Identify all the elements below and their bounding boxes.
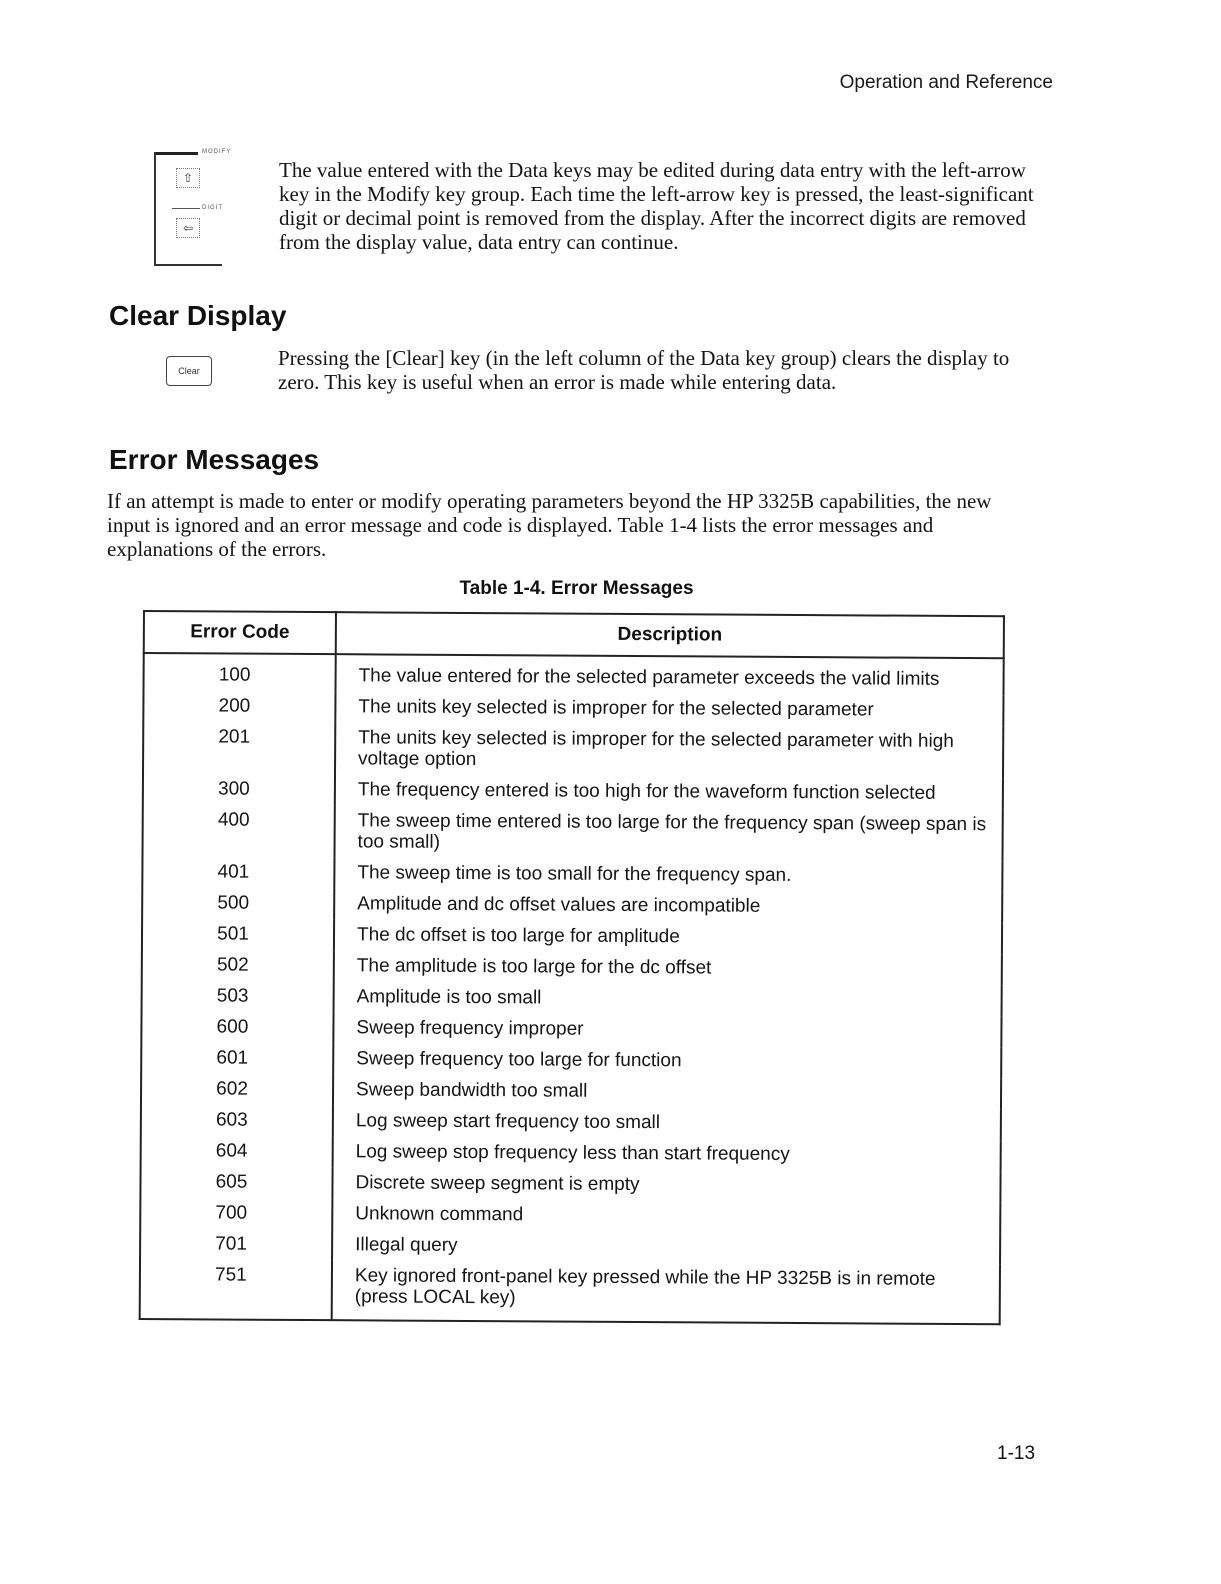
- clear-key-icon: Clear: [166, 356, 212, 386]
- error-code-cell: 604: [141, 1135, 333, 1167]
- description-cell: Unknown command: [332, 1198, 1000, 1233]
- description-cell: The sweep time entered is too large for the frequency span (sweep span is too small): [334, 805, 1002, 861]
- table-row: [140, 1259, 1000, 1324]
- modify-icon-topbar: [156, 152, 198, 155]
- error-code-cell: 751: [140, 1259, 332, 1320]
- table-caption: Table 1-4. Error Messages: [459, 578, 694, 599]
- table-row: [144, 653, 1004, 695]
- error-code-cell: 200: [143, 690, 335, 722]
- description-cell: The sweep time is too small for the frequency span.: [334, 857, 1002, 892]
- description-cell: The dc offset is too large for amplitude: [334, 919, 1002, 954]
- error-code-cell: 401: [142, 856, 334, 888]
- modify-icon-divider: [172, 208, 200, 209]
- description-cell: Amplitude is too small: [334, 981, 1002, 1016]
- error-code-cell: 701: [140, 1228, 332, 1260]
- description-cell: The frequency entered is too high for the waveform function selected: [335, 774, 1003, 809]
- error-code-cell: 602: [141, 1073, 333, 1105]
- error-code-cell: 400: [142, 804, 334, 857]
- description-cell: Log sweep stop frequency less than start frequency: [333, 1136, 1001, 1171]
- error-messages-table: [139, 610, 1005, 1325]
- clear-display-paragraph: Pressing the [Clear] key (in the left column of the Data key group) clears the display to zero. This key is useful when an error is made while entering data.: [278, 346, 1010, 394]
- error-messages-paragraph: If an attempt is made to enter or modify operating parameters beyond the HP 3325B capabilities, the new input is ignored and an error message and code is displayed. Table 1-4 lists the error messages and explanations of the errors.: [107, 489, 992, 561]
- column-header-description: Description: [336, 612, 1004, 658]
- error-code-cell: 201: [143, 721, 335, 774]
- error-code-cell: 501: [142, 918, 334, 950]
- running-head: Operation and Reference: [839, 72, 1053, 93]
- description-cell: Discrete sweep segment is empty: [332, 1167, 1000, 1202]
- description-cell: Amplitude and dc offset values are incompatible: [334, 888, 1002, 923]
- error-code-cell: 605: [140, 1166, 332, 1198]
- description-cell: Log sweep start frequency too small: [333, 1105, 1001, 1140]
- error-code-cell: 503: [142, 980, 334, 1012]
- left-arrow-key-icon: ⇦: [176, 218, 200, 238]
- description-cell: Illegal query: [332, 1229, 1000, 1264]
- up-arrow-key-icon: ⇧: [176, 168, 200, 188]
- error-code-cell: 502: [142, 949, 334, 981]
- error-code-cell: 500: [142, 887, 334, 919]
- modify-key-group-icon: [154, 149, 232, 266]
- table-body: [140, 653, 1004, 1324]
- column-header-error-code: Error Code: [144, 611, 336, 654]
- error-code-cell: 100: [144, 653, 336, 691]
- error-messages-heading: Error Messages: [109, 444, 320, 475]
- description-cell: Sweep bandwidth too small: [333, 1074, 1001, 1109]
- error-code-cell: 601: [141, 1042, 333, 1074]
- description-cell: The units key selected is improper for the selected parameter: [335, 691, 1003, 726]
- description-cell: Sweep frequency too large for function: [333, 1043, 1001, 1078]
- error-code-cell: 700: [140, 1197, 332, 1229]
- modify-paragraph: The value entered with the Data keys may be edited during data entry with the left-arrow key in the Modify key group. Each time the left-arrow key is pressed, the least-significant digit or decimal point is removed from the display. After the incorrect digits are removed from the display value, data entry can continue.: [279, 158, 1034, 254]
- modify-icon-label: MODIFY: [202, 149, 232, 155]
- description-cell: Key ignored front-panel key pressed while the HP 3325B is in remote (press LOCAL key): [332, 1260, 1000, 1324]
- description-cell: The value entered for the selected parameter exceeds the valid limits: [336, 654, 1004, 695]
- error-code-cell: 603: [141, 1104, 333, 1136]
- clear-display-heading: Clear Display: [109, 300, 287, 331]
- table-row: [142, 804, 1002, 861]
- table-row: [143, 721, 1003, 778]
- table-header-row: [144, 611, 1004, 658]
- page-number: 1-13: [997, 1443, 1036, 1464]
- description-cell: Sweep frequency improper: [333, 1012, 1001, 1047]
- error-code-cell: 300: [143, 773, 335, 805]
- error-code-cell: 600: [141, 1011, 333, 1043]
- description-cell: The units key selected is improper for the selected parameter with high voltage option: [335, 722, 1003, 778]
- modify-icon-sublabel: DIGIT: [202, 205, 223, 211]
- description-cell: The amplitude is too large for the dc offset: [334, 950, 1002, 985]
